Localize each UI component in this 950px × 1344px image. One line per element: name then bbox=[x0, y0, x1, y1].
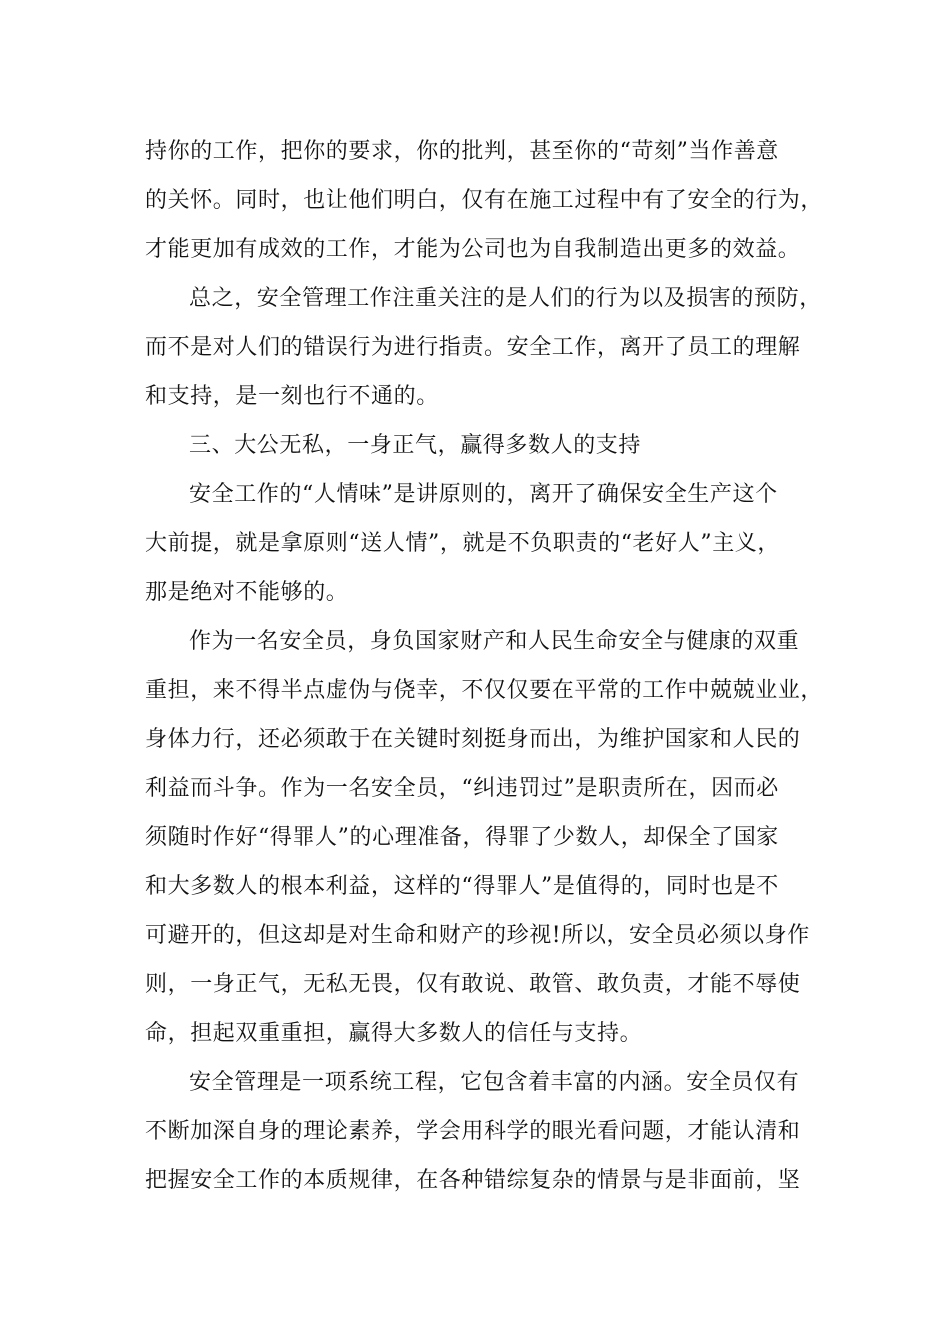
paragraph-start-line: 安全工作的“人情味”是讲原则的，离开了确保安全生产这个 bbox=[189, 482, 778, 507]
paragraph-start-line: 作为一名安全员，身负国家财产和人民生命安全与健康的双重 bbox=[189, 629, 800, 654]
text-line: 大前提，就是拿原则“送人情”，就是不负职责的“老好人”主义， bbox=[145, 531, 780, 556]
text-line: 利益而斗争。作为一名安全员，“纠违罚过”是职责所在，因而必 bbox=[145, 776, 779, 801]
paragraph-start-line: 安全管理是一项系统工程，它包含着丰富的内涵。安全员仅有 bbox=[189, 1070, 800, 1095]
text-line: 和支持，是一刻也行不通的。 bbox=[145, 384, 439, 409]
text-line: 把握安全工作的本质规律，在各种错综复杂的情景与是非面前，坚 bbox=[145, 1168, 801, 1193]
paragraph-start-line: 总之，安全管理工作注重关注的是人们的行为以及损害的预防， bbox=[189, 286, 822, 311]
text-line: 不断加深自身的理论素养，学会用科学的眼光看问题，才能认清和 bbox=[145, 1119, 801, 1144]
text-line: 才能更加有成效的工作，才能为公司也为自我制造出更多的效益。 bbox=[145, 237, 801, 262]
text-line: 和大多数人的根本利益，这样的“得罪人”是值得的，同时也是不 bbox=[145, 874, 779, 899]
text-line: 可避开的，但这却是对生命和财产的珍视!所以，安全员必须以身作 bbox=[145, 923, 810, 948]
text-line: 则，一身正气，无私无畏，仅有敢说、敢管、敢负责，才能不辱使 bbox=[145, 972, 801, 997]
text-line: 持你的工作，把你的要求，你的批判，甚至你的“苛刻”当作善意 bbox=[145, 139, 779, 164]
section-heading: 三、大公无私，一身正气，赢得多数人的支持 bbox=[189, 433, 642, 458]
text-line: 重担，来不得半点虚伪与侥幸，不仅仅要在平常的工作中兢兢业业， bbox=[145, 678, 824, 703]
text-line: 那是绝对不能够的。 bbox=[145, 580, 349, 605]
text-line: 而不是对人们的错误行为进行指责。安全工作，离开了员工的理解 bbox=[145, 335, 801, 360]
text-line: 身体力行，还必须敢于在关键时刻挺身而出，为维护国家和人民的 bbox=[145, 727, 801, 752]
text-line: 命，担起双重重担，赢得大多数人的信任与支持。 bbox=[145, 1021, 643, 1046]
text-line: 的关怀。同时，也让他们明白，仅有在施工过程中有了安全的行为， bbox=[145, 188, 824, 213]
text-line: 须随时作好“得罪人”的心理准备，得罪了少数人，却保全了国家 bbox=[145, 825, 779, 850]
body-text bbox=[145, 127, 824, 1205]
